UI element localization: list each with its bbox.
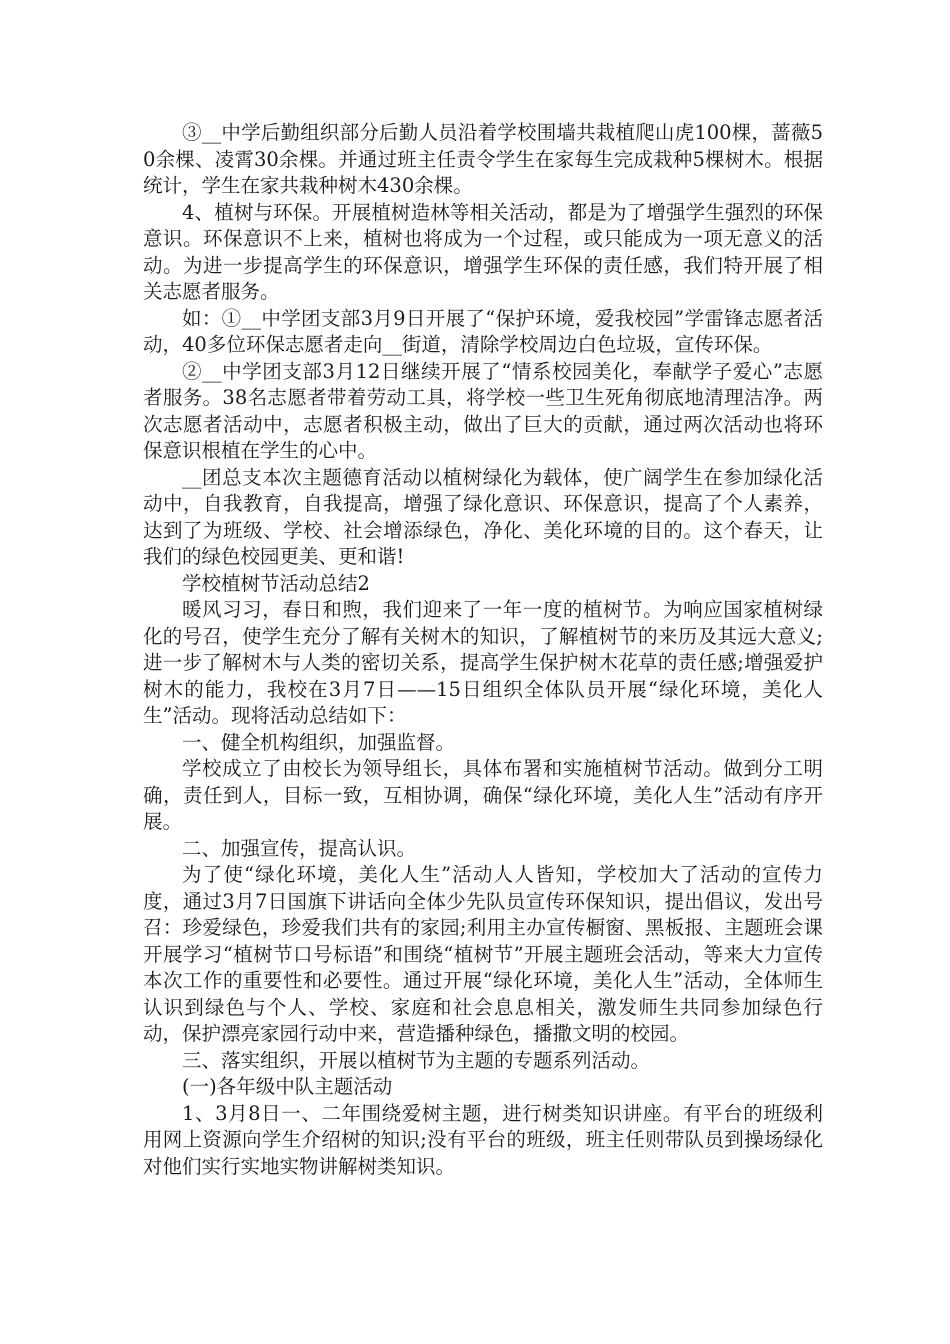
paragraph-intro: 暖风习习，春日和煦，我们迎来了一年一度的植树节。为响应国家植树绿化的号召，使学生充分了解有关树木的知识，了解植树节的来历及其远大意义;进一步了解树木与人类的密切关系，提高学生保护树木花草的责任感;增强爱护树木的能力，我校在3月7日——15日组织全体队员开展“绿化环境，美化人生”活动。现将活动总结如下： (143, 598, 823, 727)
paragraph-planting-environment: 4、植树与环保。开展植树造林等相关活动，都是为了增强学生强烈的环保意识。环保意识不上来，植树也将成为一个过程，或只能成为一项无意义的活动。为进一步提高学生的环保意识，增强学生环保的责任感，我们特开展了相关志愿者服务。 (143, 200, 823, 303)
paragraph-volunteer-activity-1: 如：①__中学团支部3月9日开展了“保护环境，爱我校园”学雷锋志愿者活动，40多位环保志愿者走向__街道，清除学校周边白色垃圾，宣传环保。 (143, 306, 823, 356)
heading-organization: 一、健全机构组织，加强监督。 (182, 730, 456, 754)
subheading-grade-activities: (一)各年级中队主题活动 (182, 1075, 393, 1098)
paragraph-publicity: 为了使“绿化环境，美化人生”活动人人皆知，学校加大了活动的宣传力度，通过3月7日国旗下讲话向全体少先队员宣传环保知识，提出倡议，发出号召：珍爱绿色，珍爱我们共有的家园;利用主办宣传橱窗、黑板报、主题班会课开展学习“植树节口号标语”和围绕“植树节”开展主题班会活动，等来大力宣传本次工作的重要性和必要性。通过开展“绿化环境，美化人生”活动，全体师生认识到绿色与个人、学校、家庭和社会息息相关，激发师生共同参加绿色行动，保护漂亮家园行动中来，营造播种绿色，播撒文明的校园。 (143, 863, 823, 1045)
paragraph-grade-activity-1: 1、3月8日一、二年围绕爱树主题，进行树类知识讲座。有平台的班级利用网上资源向学生介绍树的知识;没有平台的班级，班主任则带队员到操场绿化对他们实行实地实物讲解树类知识。 (143, 1101, 823, 1178)
heading-implementation: 三、落实组织，开展以植树节为主题的专题系列活动。 (182, 1048, 651, 1072)
heading-publicity: 二、加强宣传，提高认识。 (182, 836, 417, 860)
paragraph-organization: 学校成立了由校长为领导组长，具体布署和实施植树节活动。做到分工明确，责任到人，目标一致，互相协调，确保“绿化环境，美化人生”活动有序开展。 (143, 757, 823, 833)
paragraph-volunteer-activity-2: ②__中学团支部3月12日继续开展了“情系校园美化，奉献学子爱心”志愿者服务。38名志愿者带着劳动工具，将学校一些卫生死角彻底地清理洁净。两次志愿者活动中，志愿者积极主动，做出了巨大的贡献，通过两次活动也将环保意识根植在学生的心中。 (143, 359, 823, 462)
paragraph-greening-planting: ③__中学后勤组织部分后勤人员沿着学校围墙共栽植爬山虎100棵，蔷薇50余棵、凌霄30余棵。并通过班主任责令学生在家每生完成栽种5棵树木。根据统计，学生在家共栽种树木430余棵。 (143, 121, 823, 197)
document-page (143, 120, 823, 1180)
paragraph-summary-conclusion: __团总支本次主题德育活动以植树绿化为载体，使广阔学生在参加绿化活动中，自我教育，自我提高，增强了绿化意识、环保意识，提高了个人素养，达到了为班级、学校、社会增添绿色，净化、美化环境的目的。这个春天，让我们的绿色校园更美、更和谐! (143, 465, 823, 568)
section-title-summary-2: 学校植树节活动总结2 (182, 571, 370, 595)
